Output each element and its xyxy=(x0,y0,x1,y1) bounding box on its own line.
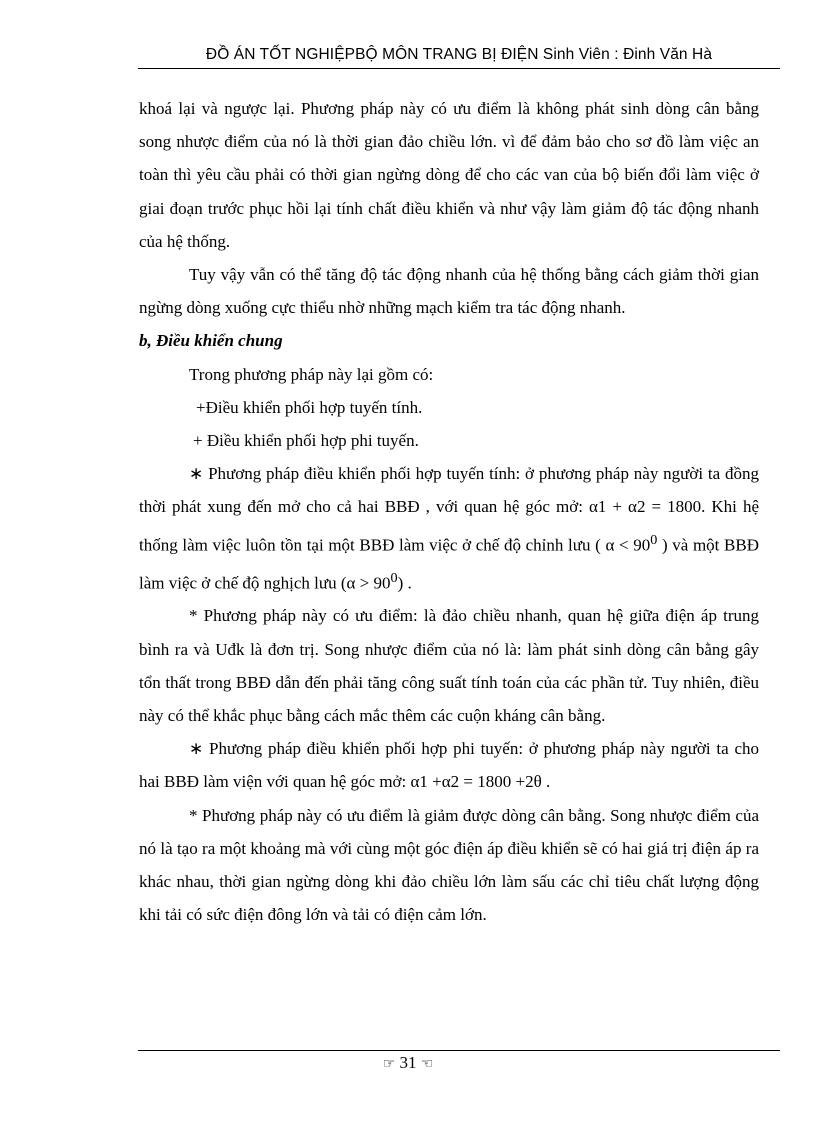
pointing-hand-left-icon: ☞ xyxy=(382,1056,396,1072)
section-heading: b, Điều khiển chung xyxy=(139,331,283,351)
paragraph-5: ∗ Phương pháp điều khiển phối hợp phi tuyến: ở phương pháp này người ta cho hai BBĐ làm viện với quan hệ góc mở: α1 +α2 = 1800 +2θ . xyxy=(139,739,759,792)
running-header: ĐỒ ÁN TỐT NGHIỆPBỘ MÔN TRANG BỊ ĐIỆN Sinh Viên : Đinh Văn Hà xyxy=(205,46,713,63)
page-number: 31 xyxy=(399,1053,417,1072)
paragraph-3 xyxy=(139,457,759,599)
paragraph-3-tail: ) . xyxy=(397,573,412,593)
page-body xyxy=(139,92,759,931)
superscript-degree-1: 0 xyxy=(650,531,658,548)
page-footer xyxy=(0,1053,816,1073)
paragraph-6: * Phương pháp này có ưu điểm là giảm được dòng cân bằng. Song nhược điểm của nó là tạo ra một khoảng mà với cùng một góc điện áp điều khiển sẽ có hai giá trị điện áp ra khác nhau, thời gian ngừng dòng khi đảo chiều lớn làm sấu các chỉ tiêu chất lượng động khi tải có sức điện đông lớn và tải có điện cảm lớn. xyxy=(139,805,759,925)
list-item-nonlinear: + Điều khiển phối hợp phi tuyến. xyxy=(193,431,419,451)
list-intro: Trong phương pháp này lại gồm có: xyxy=(189,364,434,384)
paragraph-3-lead: ∗ Phương pháp điều khiển phối hợp tuyến tính: ở phương pháp này người ta đồng thời phát xung đến mở cho cả hai BBĐ , với quan hệ góc mở: α1 + α2 = 1800. Khi hệ thống làm việc luôn tồn tại một BBĐ làm việc ở chế độ chỉnh lưu ( α < 90 xyxy=(139,464,759,555)
header-rule xyxy=(138,68,780,69)
paragraph-3-mid: ) và một BBĐ làm việc ở chế độ nghịch lưu (α > 90 xyxy=(139,535,759,593)
paragraph-2: Tuy vậy vẫn có thể tăng độ tác động nhanh của hệ thống bằng cách giảm thời gian ngừng dòng xuống cực thiểu nhờ những mạch kiểm tra tác động nhanh. xyxy=(139,265,759,318)
pointing-hand-right-icon: ☜ xyxy=(420,1056,434,1072)
footer-rule xyxy=(138,1050,780,1051)
superscript-degree-2: 0 xyxy=(390,569,398,586)
list-item-linear: +Điều khiển phối hợp tuyến tính. xyxy=(196,397,423,417)
paragraph-4: * Phương pháp này có ưu điểm: là đảo chiều nhanh, quan hệ giữa điện áp trung bình ra và Uđk là đơn trị. Song nhược điểm của nó là: làm phát sinh dòng cân bằng gây tổn thất trong BBĐ dẫn đến phải tăng công suất tính toán của các phần tử. Tuy nhiên, điều này có thể khắc phục bằng cách mắc thêm các cuộn kháng cân bằng. xyxy=(139,606,759,725)
paragraph-1: khoá lại và ngược lại. Phương pháp này có ưu điểm là không phát sinh dòng cân bằng song nhược điểm của nó là thời gian đảo chiều lớn. vì để đảm bảo cho sơ đồ làm việc an toàn thì yêu cầu phải có thời gian ngừng dòng để cho các van của bộ biến đổi làm việc ở giai đoạn trước phục hồi lại tính chất điều khiển và như vậy làm giảm độ tác động nhanh của hệ thống. xyxy=(139,99,759,251)
